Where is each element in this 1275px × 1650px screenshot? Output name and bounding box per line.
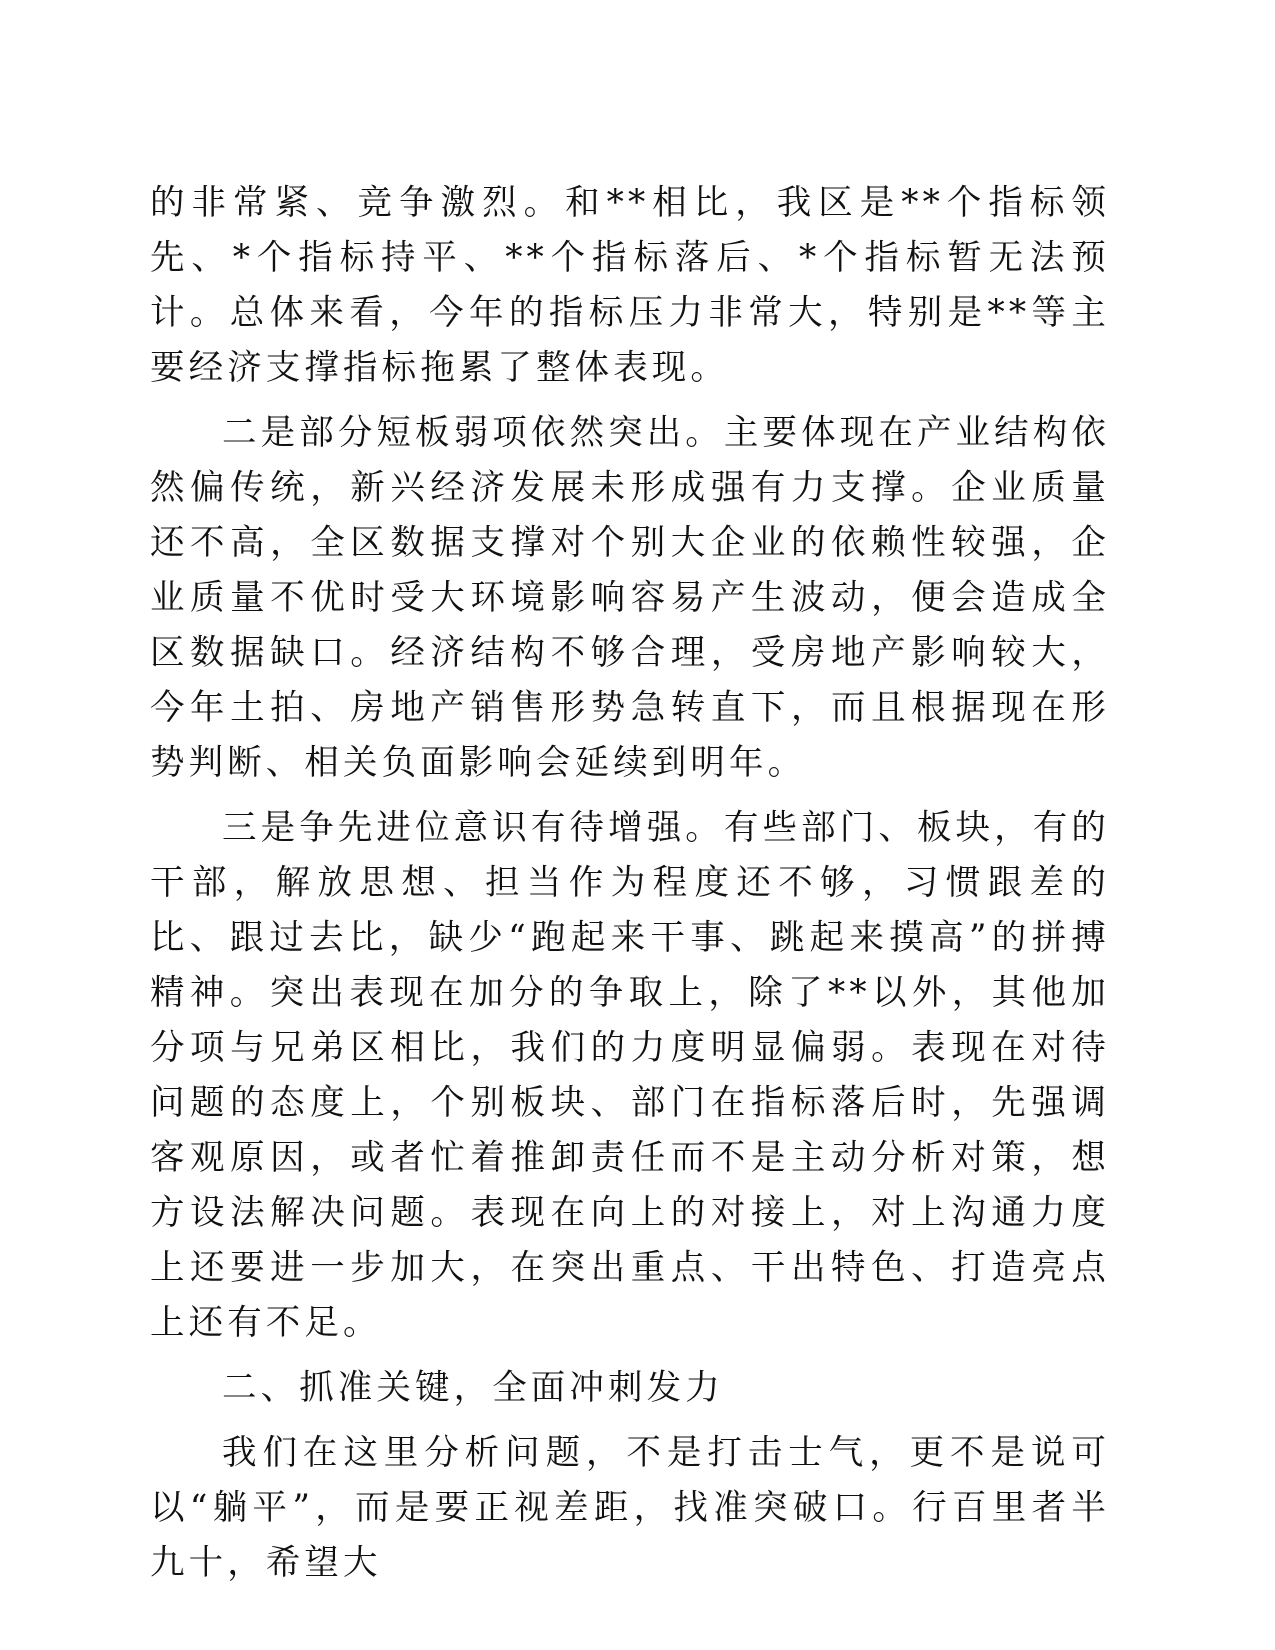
paragraph-shortcomings: 二是部分短板弱项依然突出。主要体现在产业结构依然偏传统，新兴经济发展未形成强有力支撑。企业质量还不高，全区数据支撑对个别大企业的依赖性较强，企业质量不优时受大环境影响容易产生波动，便会造成全区数据缺口。经济结构不够合理，受房地产影响较大，今年土拍、房地产销售形势急转直下，而且根据现在形势判断、相关负面影响会延续到明年。	[150, 413, 1110, 783]
paragraph-analysis: 我们在这里分析问题，不是打击士气，更不是说可以“躺平”，而是要正视差距，找准突破口。行百里者半九十，希望大	[150, 1433, 1110, 1583]
paragraph-competitive-awareness: 三是争先进位意识有待增强。有些部门、板块，有的干部，解放思想、担当作为程度还不够，习惯跟差的比、跟过去比，缺少“跑起来干事、跳起来摸高”的拼搏精神。突出表现在加分的争取上，除了**以外，其他加分项与兄弟区相比，我们的力度明显偏弱。表现在对待问题的态度上，个别板块、部门在指标落后时，先强调客观原因，或者忙着推卸责任而不是主动分析对策，想方设法解决问题。表现在向上的对接上，对上沟通力度上还要进一步加大，在突出重点、干出特色、打造亮点上还有不足。	[150, 808, 1110, 1343]
document-body	[150, 176, 1110, 1591]
section-heading: 二、抓准关键，全面冲刺发力	[222, 1368, 724, 1408]
paragraph-continuation: 的非常紧、竞争激烈。和**相比，我区是**个指标领先、*个指标持平、**个指标落后、*个指标暂无法预计。总体来看，今年的指标压力非常大，特别是**等主要经济支撑指标拖累了整体表现。	[150, 183, 1110, 388]
